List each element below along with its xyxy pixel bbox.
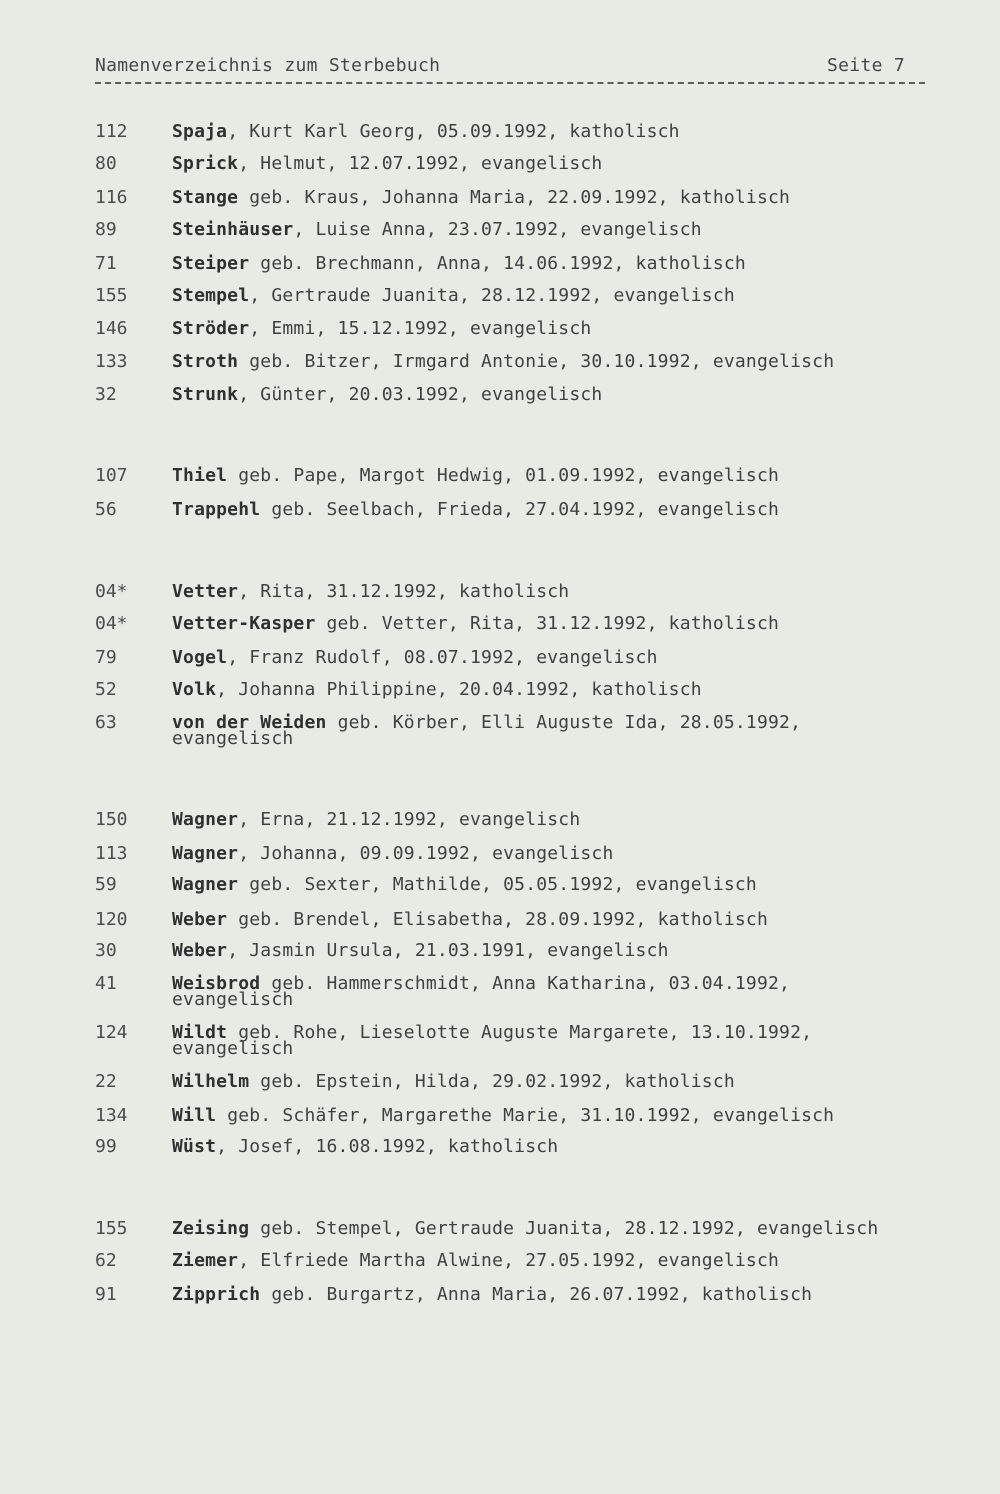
entry-surname: Thiel bbox=[172, 465, 228, 486]
entry-surname: Will bbox=[172, 1105, 217, 1126]
entry-details: , Franz Rudolf, 08.07.1992, evangelisch bbox=[227, 647, 658, 668]
entry-text bbox=[172, 386, 602, 404]
entry-surname: Ziemer bbox=[172, 1250, 239, 1271]
entry-text bbox=[172, 583, 569, 601]
page-header bbox=[95, 55, 905, 79]
entry-number: 62 bbox=[95, 1250, 117, 1271]
entry-details: , Gertraude Juanita, 28.12.1992, evangelisch bbox=[249, 285, 735, 306]
entry-number: 134 bbox=[95, 1105, 128, 1126]
entry-text bbox=[172, 189, 790, 207]
entry-number: 52 bbox=[95, 679, 117, 700]
entry-details: , Kurt Karl Georg, 05.09.1992, katholisch bbox=[227, 121, 680, 142]
entry-details: geb. Hammerschmidt, Anna Katharina, 03.04.1992, bbox=[260, 973, 791, 994]
entry-number: 150 bbox=[95, 809, 128, 830]
entry-surname: Vetter-Kasper bbox=[172, 613, 316, 634]
page-number: Seite 7 bbox=[827, 55, 905, 76]
entry-details: , Jasmin Ursula, 21.03.1991, evangelisch bbox=[227, 940, 669, 961]
entry-number: 107 bbox=[95, 465, 128, 486]
entry-text bbox=[172, 876, 757, 894]
entry-surname: Trappehl bbox=[172, 499, 261, 520]
entry-details: , Rita, 31.12.1992, katholisch bbox=[238, 581, 570, 602]
entry-surname: Wagner bbox=[172, 874, 239, 895]
entry-surname: Volk bbox=[172, 679, 217, 700]
entry-number: 80 bbox=[95, 153, 117, 174]
entry-surname: Spaja bbox=[172, 121, 228, 142]
entry-surname: Ströder bbox=[172, 318, 250, 339]
entry-number: 30 bbox=[95, 940, 117, 961]
entry-number: 112 bbox=[95, 121, 128, 142]
entry-details: , Emmi, 15.12.1992, evangelisch bbox=[249, 318, 592, 339]
entry-details: , Johanna Philippine, 20.04.1992, katholisch bbox=[216, 679, 702, 700]
entry-number: 116 bbox=[95, 187, 128, 208]
entry-details: geb. Rohe, Lieselotte Auguste Margarete, 13.10.1992, bbox=[227, 1022, 813, 1043]
entry-surname: Strunk bbox=[172, 384, 239, 405]
entry-details: geb. Kraus, Johanna Maria, 22.09.1992, katholisch bbox=[238, 187, 791, 208]
entry-continuation: evangelisch bbox=[172, 1038, 294, 1059]
entry-number: 124 bbox=[95, 1022, 128, 1043]
entry-details: geb. Stempel, Gertraude Juanita, 28.12.1992, evangelisch bbox=[249, 1218, 879, 1239]
entry-details: , Johanna, 09.09.1992, evangelisch bbox=[238, 843, 614, 864]
entry-surname: von der Weiden bbox=[172, 712, 327, 733]
entry-number: 41 bbox=[95, 973, 117, 994]
entry-text bbox=[172, 1073, 735, 1091]
entry-number: 04* bbox=[95, 581, 128, 602]
entry-surname: Stempel bbox=[172, 285, 250, 306]
entry-number: 04* bbox=[95, 613, 128, 634]
entry-continuation: evangelisch bbox=[172, 728, 294, 749]
entry-number: 120 bbox=[95, 909, 128, 930]
entry-number: 22 bbox=[95, 1071, 117, 1092]
entry-details: geb. Pape, Margot Hedwig, 01.09.1992, evangelisch bbox=[227, 465, 780, 486]
entry-surname: Wildt bbox=[172, 1022, 228, 1043]
entry-number: 32 bbox=[95, 384, 117, 405]
entry-details: geb. Seelbach, Frieda, 27.04.1992, evangelisch bbox=[260, 499, 780, 520]
entry-text bbox=[172, 155, 602, 173]
entry-details: geb. Sexter, Mathilde, 05.05.1992, evangelisch bbox=[238, 874, 757, 895]
entry-details: geb. Vetter, Rita, 31.12.1992, katholisch bbox=[315, 613, 780, 634]
entry-number: 133 bbox=[95, 351, 128, 372]
entry-text bbox=[172, 1138, 558, 1156]
entry-surname: Vetter bbox=[172, 581, 239, 602]
entry-surname: Wagner bbox=[172, 843, 239, 864]
entry-text bbox=[172, 615, 779, 633]
entry-text bbox=[172, 353, 834, 371]
entry-number: 79 bbox=[95, 647, 117, 668]
entry-number: 99 bbox=[95, 1136, 117, 1157]
header-rule bbox=[95, 82, 925, 84]
entry-number: 56 bbox=[95, 499, 117, 520]
entry-text bbox=[172, 287, 735, 305]
entry-details: geb. Bitzer, Irmgard Antonie, 30.10.1992, evangelisch bbox=[238, 351, 835, 372]
entry-number: 113 bbox=[95, 843, 128, 864]
entry-continuation: evangelisch bbox=[172, 989, 294, 1010]
entry-text bbox=[172, 1107, 834, 1125]
entry-details: , Elfriede Martha Alwine, 27.05.1992, evangelisch bbox=[238, 1250, 780, 1271]
entry-number: 91 bbox=[95, 1284, 117, 1305]
entry-surname: Zeising bbox=[172, 1218, 250, 1239]
entry-text bbox=[172, 681, 702, 699]
entry-details: geb. Epstein, Hilda, 29.02.1992, katholisch bbox=[249, 1071, 735, 1092]
entry-surname: Steiper bbox=[172, 253, 250, 274]
entry-number: 89 bbox=[95, 219, 117, 240]
entry-number: 155 bbox=[95, 1218, 128, 1239]
entry-details: , Günter, 20.03.1992, evangelisch bbox=[238, 384, 603, 405]
entry-surname: Wüst bbox=[172, 1136, 217, 1157]
entry-details: geb. Körber, Elli Auguste Ida, 28.05.1992, bbox=[326, 712, 802, 733]
entry-surname: Sprick bbox=[172, 153, 239, 174]
entry-details: , Erna, 21.12.1992, evangelisch bbox=[238, 809, 581, 830]
entry-text bbox=[172, 123, 680, 141]
entry-surname: Weisbrod bbox=[172, 973, 261, 994]
entry-details: , Luise Anna, 23.07.1992, evangelisch bbox=[293, 219, 702, 240]
entry-text bbox=[172, 320, 591, 338]
entry-number: 63 bbox=[95, 712, 117, 733]
entry-surname: Wagner bbox=[172, 809, 239, 830]
entry-text bbox=[172, 911, 768, 929]
entry-text bbox=[172, 1286, 812, 1304]
entry-surname: Zipprich bbox=[172, 1284, 261, 1305]
entry-surname: Steinhäuser bbox=[172, 219, 294, 240]
entry-text bbox=[172, 942, 669, 960]
entry-surname: Weber bbox=[172, 940, 228, 961]
entry-details: geb. Brechmann, Anna, 14.06.1992, katholisch bbox=[249, 253, 746, 274]
document-title: Namenverzeichnis zum Sterbebuch bbox=[95, 55, 441, 76]
entry-number: 71 bbox=[95, 253, 117, 274]
entry-surname: Vogel bbox=[172, 647, 228, 668]
entry-text bbox=[172, 649, 658, 667]
entry-surname: Weber bbox=[172, 909, 228, 930]
entry-surname: Stroth bbox=[172, 351, 239, 372]
entry-surname: Stange bbox=[172, 187, 239, 208]
entry-text bbox=[172, 1252, 779, 1270]
entry-text bbox=[172, 1220, 878, 1238]
entry-text bbox=[172, 501, 779, 519]
entry-details: geb. Schäfer, Margarethe Marie, 31.10.1992, evangelisch bbox=[216, 1105, 835, 1126]
entry-details: , Josef, 16.08.1992, katholisch bbox=[216, 1136, 559, 1157]
entry-text bbox=[172, 221, 702, 239]
entry-text bbox=[172, 255, 746, 273]
entry-text bbox=[172, 811, 580, 829]
entry-text bbox=[172, 467, 779, 485]
entry-number: 155 bbox=[95, 285, 128, 306]
entry-details: , Helmut, 12.07.1992, evangelisch bbox=[238, 153, 603, 174]
entry-number: 146 bbox=[95, 318, 128, 339]
entry-text bbox=[172, 845, 614, 863]
entry-surname: Wilhelm bbox=[172, 1071, 250, 1092]
entry-details: geb. Burgartz, Anna Maria, 26.07.1992, katholisch bbox=[260, 1284, 813, 1305]
entry-details: geb. Brendel, Elisabetha, 28.09.1992, katholisch bbox=[227, 909, 768, 930]
entry-number: 59 bbox=[95, 874, 117, 895]
